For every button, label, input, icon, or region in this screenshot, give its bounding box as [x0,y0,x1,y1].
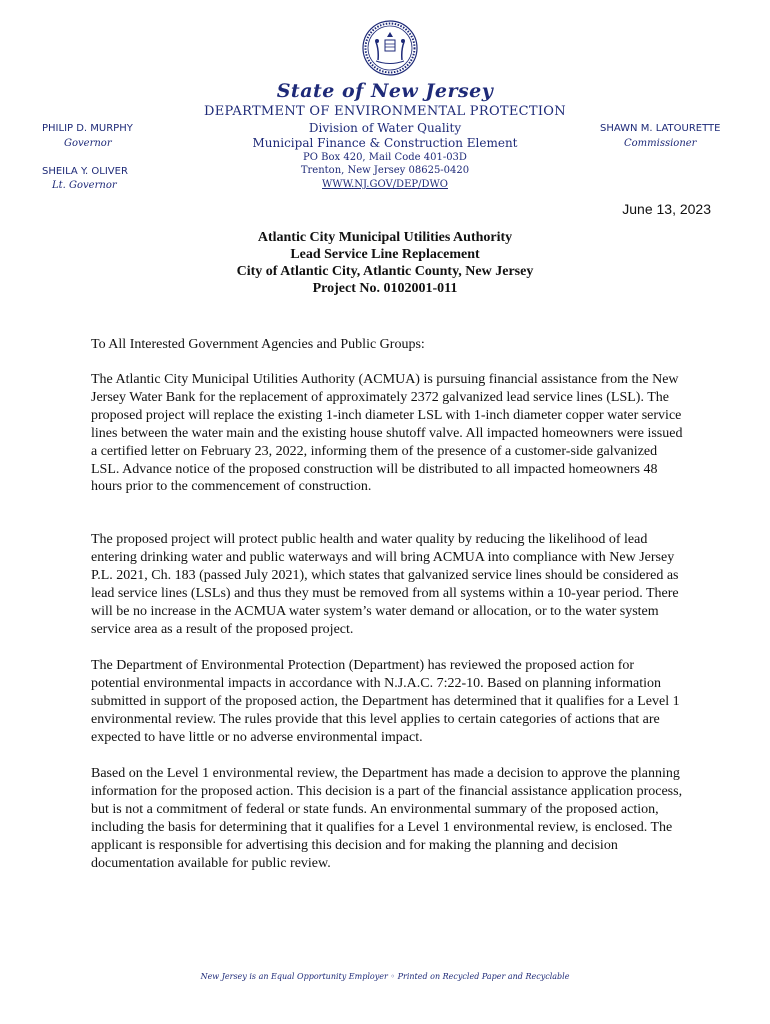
footer-note: New Jersey is an Equal Opportunity Employer ◦ Printed on Recycled Paper and Recyclable [200,972,570,981]
address-line1: PO Box 420, Mail Code 401-03D [303,152,467,163]
state-seal-icon [362,20,418,76]
division-name: Division of Water Quality [308,121,462,135]
paragraph: The proposed project will protect public health and water quality by reducing the likelihood of lead entering drinking water and public waterways and will bring ACMUA into compliance with New Jersey P.L. 2021, Ch. 183 (passed July 2021), which states that galvanized service lines should be considered as lead service lines (LSLs) and thus they must be removed from all systems within a 10-year period. There will be no increase in the ACMUA water system’s water demand or allocation, or to the water system service area as a result of the proposed project. [91,532,679,637]
paragraph: Based on the Level 1 environmental review, the Department has made a decision to approve the planning information for the proposed action. This decision is a part of the financial assistance application process, but is not a commitment of federal or state funds. An environmental summary of the proposed action, including the basis for determining that it qualifies for a Level 1 environmental review, is enclosed. The applicant is responsible for advertising this decision and for making the planning and decision documentation available for public review. [91,766,683,871]
subject-line: Atlantic City Municipal Utilities Authority [257,230,513,245]
commissioner-title: Commissioner [624,138,697,149]
lt-governor-title: Lt. Governor [52,180,117,191]
lt-governor-name: SHEILA Y. OLIVER [42,166,128,177]
commissioner-name: SHAWN M. LATOURETTE [600,123,721,134]
subject-line: Project No. 0102001-011 [312,281,458,296]
website-link[interactable]: WWW.NJ.GOV/DEP/DWO [322,179,448,190]
element-name: Municipal Finance & Construction Element [252,136,518,150]
governor-title: Governor [64,138,112,149]
salutation: To All Interested Government Agencies and Public Groups: [91,337,425,352]
paragraph: The Atlantic City Municipal Utilities Authority (ACMUA) is pursuing financial assistance from the New Jersey Water Bank for the replacement of approximately 2372 galvanized lead service lines (LSL). The proposed project will replace the existing 1-inch diameter LSL with 1-inch diameter copper water service lines between the water main and the existing house shutoff valve. All impacted homeowners were issued a certified letter on February 23, 2022, informing them of the presence of a customer-side galvanized LSL. Advance notice of the proposed construction will be distributed to all impacted homeowners 48 hours prior to the commencement of construction. [91,372,683,495]
department-name: DEPARTMENT OF ENVIRONMENTAL PROTECTION [204,104,566,119]
subject-line: City of Atlantic City, Atlantic County, New Jersey [236,264,534,279]
letter-date: June 13, 2023 [622,201,711,217]
state-title: State of New Jersey [276,80,494,102]
governor-name: PHILIP D. MURPHY [42,123,133,134]
subject-line: Lead Service Line Replacement [290,247,480,262]
subject-block [0,229,770,297]
paragraph: The Department of Environmental Protection (Department) has reviewed the proposed action for potential environmental impacts in accordance with N.J.A.C. 7:22-10. Based on planning information submitted in support of the proposed action, the Department has determined that it qualifies for a Level 1 environmental review. The rules provide that this level applies to certain categories of actions that are expected to have little or no adverse environmental impact. [91,658,680,745]
address-line2: Trenton, New Jersey 08625-0420 [300,165,470,176]
